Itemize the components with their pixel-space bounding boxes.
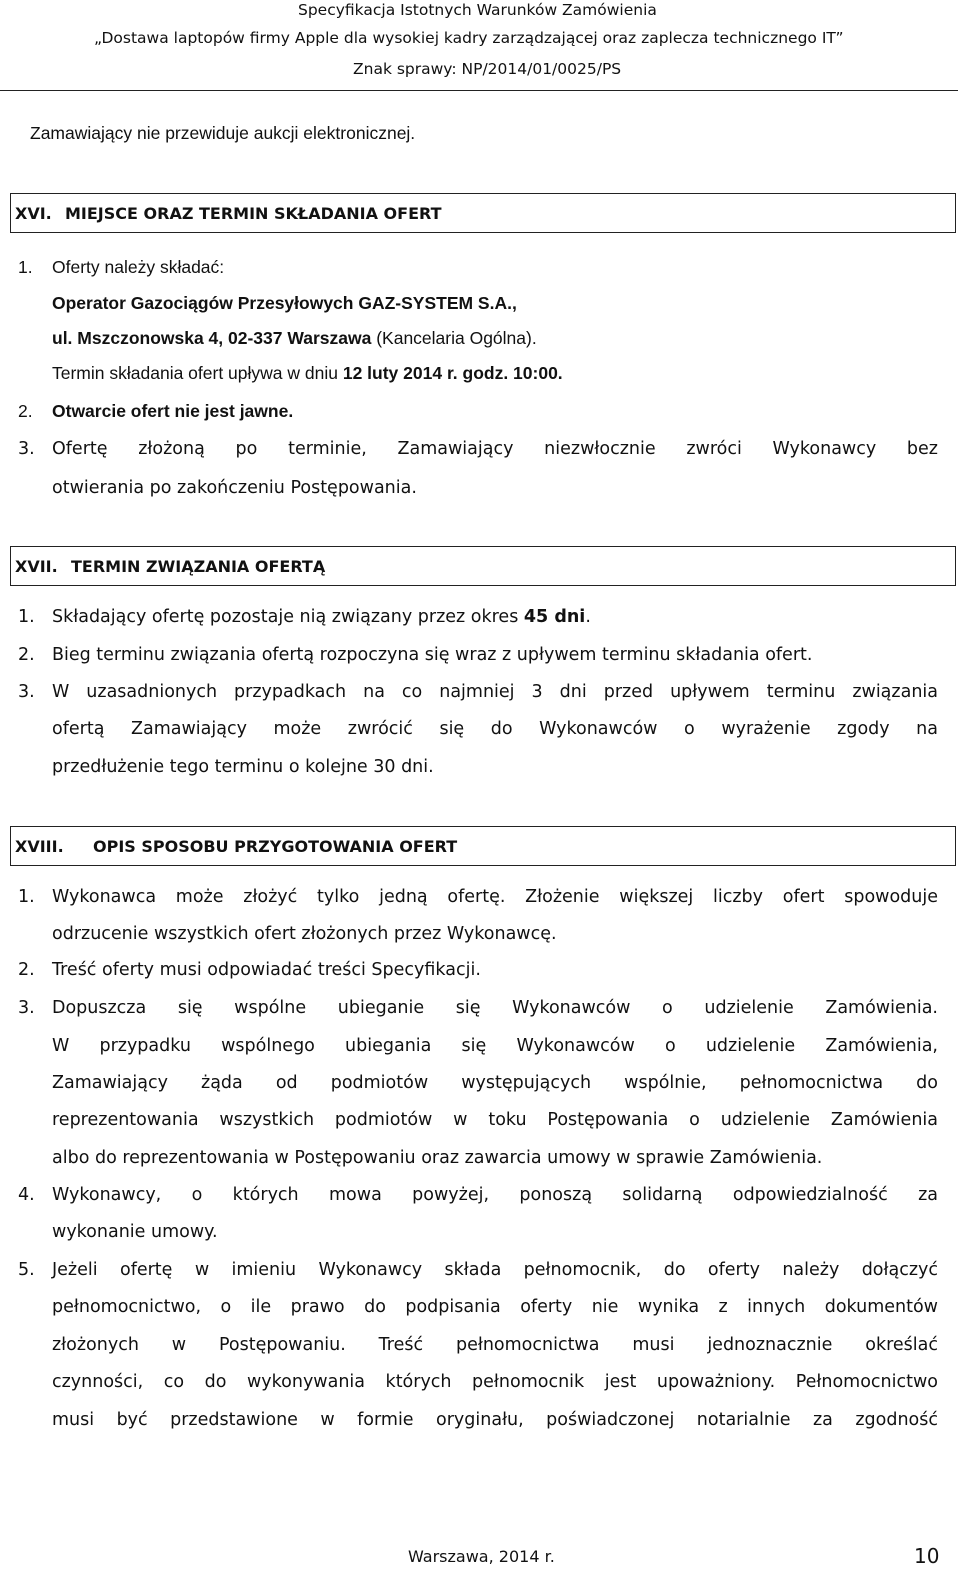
- section-number: XVIII.: [15, 837, 64, 856]
- list-number: 3.: [18, 439, 35, 459]
- section-xvii-heading: [10, 546, 956, 586]
- section-title: OPIS SPOSOBU PRZYGOTOWANIA OFERT: [93, 837, 458, 856]
- list-item-line: złożonych w Postępowaniu. Treść pełnomocnictwa musi jednoznacznie określać: [52, 1335, 938, 1355]
- list-item-line: musi być przedstawione w formie oryginału, poświadczonej notarialnie za zgodność: [52, 1410, 938, 1430]
- spec-title: Specyfikacja Istotnych Warunków Zamówienia: [298, 1, 657, 19]
- list-number: 3.: [18, 998, 35, 1018]
- list-number: 4.: [18, 1185, 35, 1205]
- deadline-value: 12 luty 2014 r. godz. 10:00.: [342, 363, 563, 383]
- binding-period: 45 dni: [523, 607, 586, 627]
- address-company: Operator Gazociągów Przesyłowych GAZ-SYSTEM S.A.,: [52, 293, 517, 313]
- binding-text: Składający ofertę pozostaje nią związany przez okres: [52, 607, 524, 627]
- list-item-text: [52, 605, 591, 629]
- list-item-line: Ofertę złożoną po terminie, Zamawiający niezwłocznie zwróci Wykonawcy bez: [52, 439, 938, 459]
- document-header: [0, 0, 960, 94]
- list-item-line: czynności, co do wykonywania których pełnomocnik jest upoważniony. Pełnomocnictwo: [52, 1372, 938, 1392]
- list-item-line: Wykonawca może złożyć tylko jedną ofertę. Złożenie większej liczby ofert spowoduje: [52, 887, 938, 907]
- list-item-text: Bieg terminu związania ofertą rozpoczyna się wraz z upływem terminu składania ofert.: [52, 645, 813, 665]
- list-item-line: W przypadku wspólnego ubiegania się Wykonawców o udzielenie Zamówienia,: [52, 1036, 938, 1056]
- deadline-label: Termin składania ofert upływa w dniu: [52, 363, 343, 383]
- case-number: Znak sprawy: NP/2014/01/0025/PS: [353, 60, 622, 78]
- list-item-line: ofertą Zamawiający może zwrócić się do Wykonawców o wyrażenie zgody na: [52, 719, 938, 739]
- list-item-text: Treść oferty musi odpowiadać treści Specyfikacji.: [52, 960, 481, 980]
- section-title: MIEJSCE ORAZ TERMIN SKŁADANIA OFERT: [65, 204, 442, 223]
- list-number: 2.: [18, 645, 35, 665]
- list-item-line: Wykonawcy, o których mowa powyżej, ponoszą solidarną odpowiedzialność za: [52, 1185, 938, 1205]
- address-street: [52, 326, 537, 350]
- section-xvi-heading: [10, 193, 956, 233]
- section-title: TERMIN ZWIĄZANIA OFERTĄ: [71, 557, 326, 576]
- list-number: 2.: [18, 960, 35, 980]
- list-item-line: odrzucenie wszystkich ofert złożonych przez Wykonawcę.: [52, 924, 557, 944]
- section-xviii-heading: [10, 826, 956, 866]
- list-item-line: wykonanie umowy.: [52, 1222, 218, 1242]
- address-office: (Kancelaria Ogólna).: [371, 328, 537, 348]
- list-number: 1.: [18, 257, 33, 277]
- list-number: 2.: [18, 401, 33, 421]
- list-number: 3.: [18, 682, 35, 702]
- intro-text: Zamawiający nie przewiduje aukcji elektronicznej.: [30, 123, 416, 143]
- page-number: 10: [914, 1544, 940, 1568]
- list-item-line: przedłużenie tego terminu o kolejne 30 dni.: [52, 757, 434, 777]
- list-number: 1.: [18, 607, 35, 627]
- section-number: XVI.: [15, 204, 52, 223]
- list-item-text: Otwarcie ofert nie jest jawne.: [52, 401, 294, 421]
- list-item-line: Zamawiający żąda od podmiotów występujących wspólnie, pełnomocnictwa do: [52, 1073, 938, 1093]
- list-number: 1.: [18, 887, 35, 907]
- list-item-line: otwierania po zakończeniu Postępowania.: [52, 478, 417, 498]
- list-item-line: pełnomocnictwo, o ile prawo do podpisania oferty nie wynika z innych dokumentów: [52, 1297, 938, 1317]
- list-item-line: W uzasadnionych przypadkach na co najmniej 3 dni przed upływem terminu związania: [52, 682, 938, 702]
- deadline-line: [52, 361, 563, 385]
- list-item-line: reprezentowania wszystkich podmiotów w toku Postępowania o udzielenie Zamówienia: [52, 1110, 938, 1130]
- procurement-name: „Dostawa laptopów firmy Apple dla wysokiej kadry zarządzającej oraz zaplecza technicznego IT”: [94, 29, 844, 47]
- list-item-line: Jeżeli ofertę w imieniu Wykonawcy składa pełnomocnik, do oferty należy dołączyć: [52, 1260, 938, 1280]
- binding-end: .: [585, 607, 591, 627]
- section-number: XVII.: [15, 557, 58, 576]
- list-item-text: Oferty należy składać:: [52, 257, 225, 277]
- address-street-bold: ul. Mszczonowska 4, 02-337 Warszawa: [52, 328, 372, 348]
- list-number: 5.: [18, 1260, 35, 1280]
- list-item-line: Dopuszcza się wspólne ubieganie się Wykonawców o udzielenie Zamówienia.: [52, 998, 938, 1018]
- list-item-line: albo do reprezentowania w Postępowaniu oraz zawarcia umowy w sprawie Zamówienia.: [52, 1148, 823, 1168]
- header-divider: [0, 90, 958, 91]
- footer-place-date: Warszawa, 2014 r.: [408, 1547, 555, 1566]
